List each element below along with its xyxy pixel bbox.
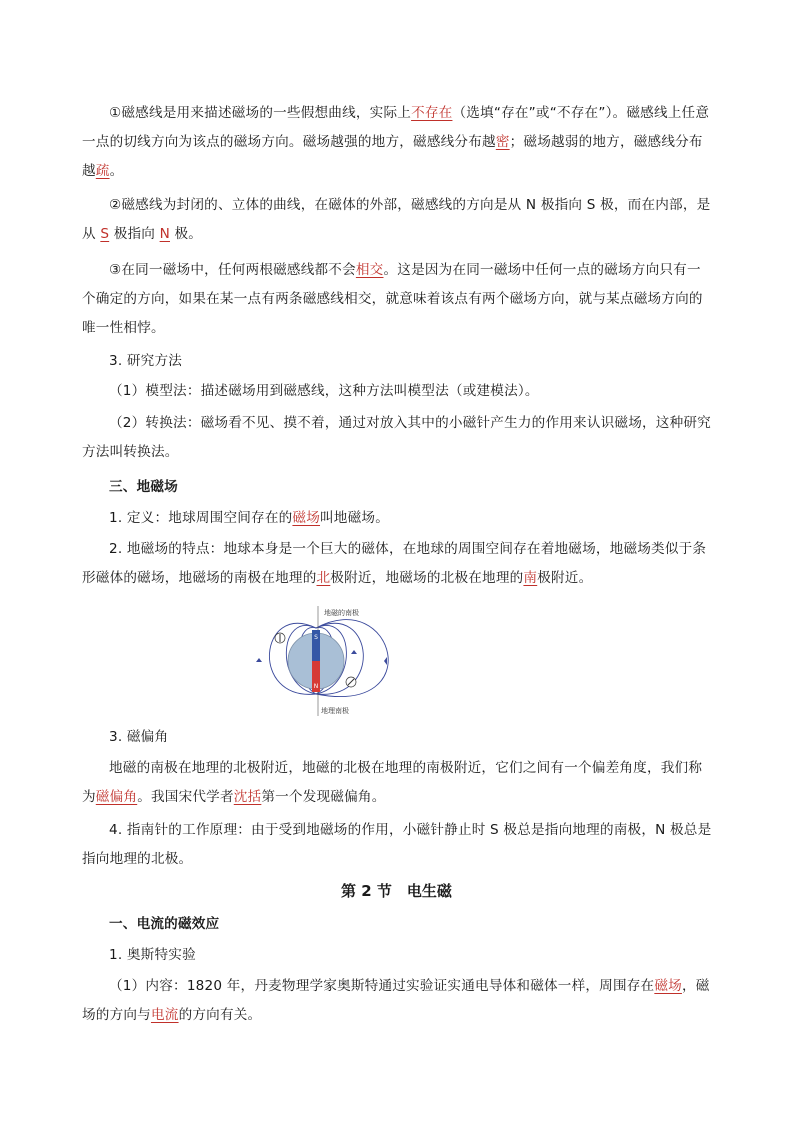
paragraph-model-method: （1）模型法：描述磁场用到磁感线，这种方法叫模型法（或建模法）。 — [109, 383, 539, 399]
arrow-icon — [256, 658, 262, 662]
text: 。 — [109, 163, 124, 179]
heading-geomagnetic-field: 三、地磁场 — [109, 479, 178, 495]
text: 的方向有关。 — [178, 1007, 262, 1023]
text: 极指向 — [109, 226, 160, 242]
text: ，磁场的方向与 — [82, 978, 710, 1023]
paragraph-conversion-method: （2）转换法：磁场看不见、摸不着，通过对放入其中的小磁针产生力的作用来认识磁场，这种研究方法叫转换法。 — [82, 415, 711, 460]
paragraph-field-lines-3 — [82, 256, 714, 343]
figure-label-geomagnetic-south: 地磁的南极 — [324, 609, 359, 617]
paragraph-oersted-content — [82, 972, 714, 1030]
magnet-s-label: S — [314, 634, 318, 641]
arrow-icon — [384, 657, 387, 665]
answer-blank: 北 — [316, 570, 331, 586]
answer-blank: N — [159, 226, 170, 242]
text: 极附近。 — [537, 570, 593, 586]
paragraph-field-lines-2 — [82, 191, 714, 249]
answer-blank: 密 — [495, 134, 510, 150]
answer-blank: 疏 — [95, 163, 110, 179]
text: ；磁场越弱的地方，磁感线分布越 — [82, 134, 703, 179]
paragraph-features — [82, 535, 714, 593]
answer-blank: 相交 — [355, 262, 384, 278]
text: 2. 地磁场的特点：地球本身是一个巨大的磁体，在地球的周围空间存在着地磁场，地磁场类似于条形磁体的磁场，地磁场的南极在地理的 — [82, 541, 707, 586]
arrow-icon — [351, 650, 357, 654]
answer-blank: 南 — [523, 570, 538, 586]
paragraph-definition — [82, 504, 714, 533]
section-title: 第 2 节 电生磁 — [341, 882, 452, 900]
answer-blank: 不存在 — [411, 105, 453, 121]
text: 第一个发现磁偏角。 — [261, 789, 386, 805]
figure-label-geographic-south: 地理南极 — [321, 707, 349, 715]
text: ③在同一磁场中，任何两根磁感线都不会 — [109, 262, 356, 278]
text: 地磁的南极在地理的北极附近，地磁的北极在地理的南极附近，它们之间有一个偏差角度，我们称为 — [82, 760, 703, 805]
heading-declination: 3. 磁偏角 — [109, 729, 169, 745]
text: 极。 — [169, 226, 203, 242]
text: 1. 定义：地球周围空间存在的 — [109, 510, 293, 526]
text: （1）内容：1820 年，丹麦物理学家奥斯特通过实验证实通电导体和磁体一样，周围存在 — [109, 978, 655, 994]
answer-blank: 电流 — [150, 1007, 179, 1023]
text: 叫地磁场。 — [320, 510, 389, 526]
text: ②磁感线为封闭的、立体的曲线，在磁体的外部，磁感线的方向是从 N 极指向 S 极，而在内部，是从 — [82, 197, 711, 242]
text: （选填“存在”或“不存在”）。磁感线上任意一点的切线方向为该点的磁场方向。磁场越强的地方，磁感线分布越 — [82, 105, 710, 150]
text: 。我国宋代学者 — [137, 789, 234, 805]
answer-blank: 磁场 — [654, 978, 682, 994]
paragraph-field-lines-1 — [82, 99, 714, 186]
geomagnetic-field-figure — [254, 606, 416, 716]
heading-research-method: 3. 研究方法 — [109, 353, 183, 369]
heading-oersted-experiment: 1. 奥斯特实验 — [109, 947, 196, 963]
magnet-n-label: N — [313, 683, 319, 690]
answer-blank: 沈括 — [233, 789, 262, 805]
answer-blank: 磁偏角 — [95, 789, 138, 805]
heading-current-magnetic-effect: 一、电流的磁效应 — [109, 916, 220, 932]
answer-blank: 磁场 — [292, 510, 321, 526]
text: 。这是因为在同一磁场中任何一点的磁场方向只有一个确定的方向，如果在某一点有两条磁感线相交，就意味着该点有两个磁场方向，就与某点磁场方向的唯一性相悖。 — [82, 262, 703, 336]
text: ①磁感线是用来描述磁场的一些假想曲线，实际上 — [109, 105, 412, 121]
paragraph-declination — [82, 754, 714, 812]
text: 极附近，地磁场的北极在地理的 — [330, 570, 524, 586]
answer-blank: S — [100, 226, 110, 242]
paragraph-compass-principle: 4. 指南针的工作原理：由于受到地磁场的作用，小磁针静止时 S 极总是指向地理的南极，N 极总是指向地理的北极。 — [82, 822, 712, 867]
